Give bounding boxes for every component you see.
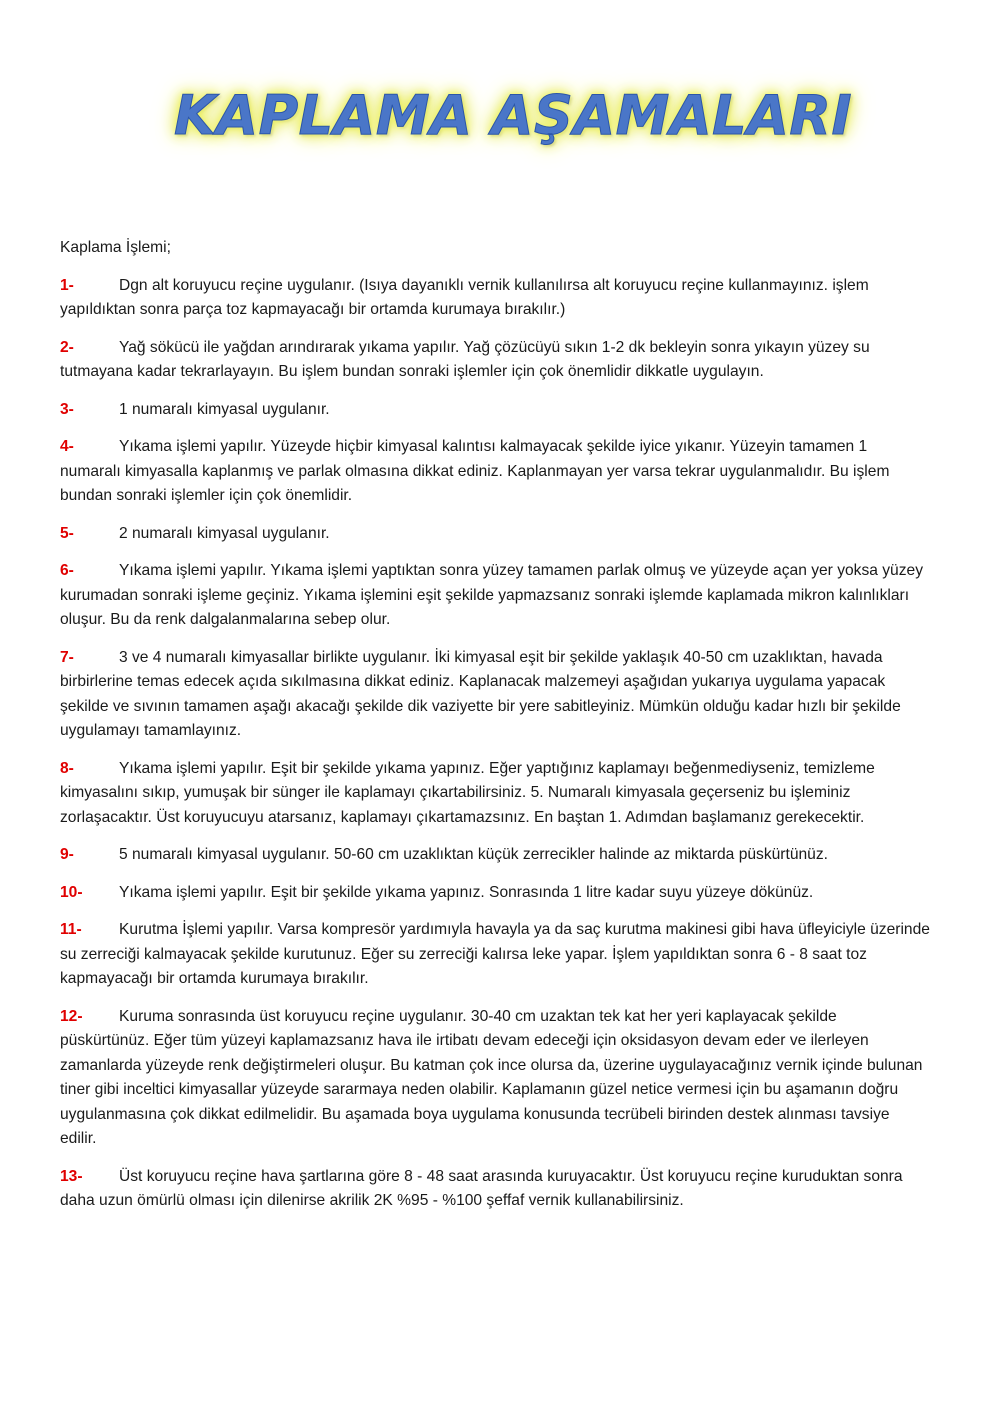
step-text: Yıkama işlemi yapılır. Eşit bir şekilde yıkama yapınız. Sonrasında 1 litre kadar suyu yüzeye dökünüz. (119, 883, 814, 901)
step-item (60, 1165, 930, 1214)
step-text: Yıkama işlemi yapılır. Eşit bir şekilde yıkama yapınız. Eğer yaptığınız kaplamayı beğenmediyseniz, temizleme kimyasalını sıkıp, yumuşak bir sünger ile kaplamayı çıkartabilirsiniz. 5. Numaralı kimyasala geçerseniz bu işleminiz zorlaşacaktır. Üst koruyucuyu atarsanız, kaplamayı çıkartamazsınız. En baştan 1. Adımdan başlamanız gerekecektir. (60, 759, 875, 826)
step-text: Kurutma İşlemi yapılır. Varsa kompresör yardımıyla havayla ya da saç kurutma makinesi gibi hava üfleyiciyle üzerinde su zerreciği kalmayacak şekilde kurutunuz. Eğer su zerreciği kalırsa leke yapar. İşlem yapıldıktan sonra 6 - 8 saat toz kapmayacağı bir ortamda kurumaya bırakılır. (60, 921, 930, 987)
step-text: Yıkama işlemi yapılır. Yıkama işlemi yaptıktan sonra yüzey tamamen parlak olmuş ve yüzeyde açan yer yoksa yüzey kurumadan sonraki işleme geçiniz. Yıkama işlemini eşit şekilde yapmazsanız sonraki işlemde kaplamada mikron kalınlıkları oluşur. Bu da renk dalgalanmalarına sebep olur. (60, 562, 923, 628)
step-number: 12- (60, 1007, 83, 1025)
step-item (60, 336, 930, 385)
step-item (60, 1005, 930, 1152)
step-number: 10- (60, 883, 83, 901)
step-item (60, 646, 930, 744)
step-number: 4- (60, 438, 74, 455)
step-item (60, 918, 930, 992)
step-item (60, 435, 930, 509)
step-item (60, 757, 930, 831)
step-number: 3- (60, 400, 74, 418)
step-item (60, 881, 930, 906)
step-number: 6- (60, 562, 74, 579)
step-number: 8- (60, 759, 74, 777)
step-item (60, 398, 930, 423)
step-item (60, 843, 930, 868)
step-text: Yıkama işlemi yapılır. Yüzeyde hiçbir kimyasal kalıntısı kalmayacak şekilde iyice yıkanır. Yüzeyin tamamen 1 numaralı kimyasalla kaplanmış ve parlak olmasına dikkat ediniz. Kaplanmayan yer varsa tekrar uygulanmalıdır. Bu işlem bundan sonraki işlemler için çok önemlidir. (60, 438, 890, 504)
step-number: 2- (60, 338, 74, 356)
step-item (60, 522, 930, 547)
step-text: Dgn alt koruyucu reçine uygulanır. (Isıya dayanıklı vernik kullanılırsa alt koruyucu reçine kullanmayınız. işlem yapıldıktan sonra parça toz kapmayacağı bir ortamda kurumaya bırakılır.) (60, 276, 869, 318)
step-text: Yağ sökücü ile yağdan arındırarak yıkama yapılır. Yağ çözücüyü sıkın 1-2 dk bekleyin sonra yıkayın yüzey su tutmayana kadar tekrarlayayın. Bu işlem bundan sonraki işlemler için çok önemlidir dikkatle uygulayın. (60, 338, 870, 380)
step-number: 7- (60, 648, 74, 666)
intro-heading: Kaplama İşlemi; (60, 239, 171, 256)
step-item (60, 274, 930, 323)
step-text: Kuruma sonrasında üst koruyucu reçine uygulanır. 30-40 cm uzaktan tek kat her yeri kaplayacak şekilde püskürtünüz. Eğer tüm yüzeyi kaplamazsanız hava ile irtibatı devam edeceği için oksidasyon devam eder ve ilerleyen zamanlarda yüzeyde renk değiştirmeleri oluşur. Bu katman çok ince olursa da, üzerine uygulayacağınız vernik içinde bulunan tiner gibi inceltici kimyasallar yüzeyde sararmaya neden olabilir. Kaplamanın güzel netice vermesi için bu aşamanın doğru uygulanmasına çok dikkat edilmelidir. Bu aşamada boya uygulama konusunda tecrübeli birinden destek alınması tavsiye edilir. (60, 1007, 923, 1147)
step-number: 13- (60, 1167, 83, 1185)
step-text: 5 numaralı kimyasal uygulanır. 50-60 cm uzaklıktan küçük zerrecikler halinde az miktarda püskürtünüz. (119, 846, 828, 863)
step-number: 5- (60, 524, 74, 542)
step-number: 9- (60, 846, 74, 863)
document-title: KAPLAMA AŞAMALARI (173, 84, 853, 147)
document-body (60, 236, 930, 1227)
step-number: 1- (60, 276, 74, 294)
step-text: Üst koruyucu reçine hava şartlarına göre 8 - 48 saat arasında kuruyacaktır. Üst koruyucu reçine kuruduktan sonra daha uzun ömürlü olması için dilenirse akrilik 2K %95 - %100 şeffaf vernik kullanabilirsiniz. (60, 1167, 903, 1209)
step-text: 1 numaralı kimyasal uygulanır. (119, 400, 330, 418)
step-text: 3 ve 4 numaralı kimyasallar birlikte uygulanır. İki kimyasal eşit bir şekilde yaklaşık 40-50 cm uzaklıktan, havada birbirlerine temas edecek açıda sıkılmasına dikkat ediniz. Kaplanacak malzemeyi aşağıdan yukarıya uygulama yapacak şekilde ve sıvının tamamen aşağı akacağı şekilde dik vaziyette bir yere sabitleyiniz. Mümkün olduğu kadar hızlı bir şekilde uygulamayı tamamlayınız. (60, 648, 901, 739)
step-item (60, 559, 930, 633)
step-text: 2 numaralı kimyasal uygulanır. (119, 524, 330, 542)
step-number: 11- (60, 921, 82, 938)
